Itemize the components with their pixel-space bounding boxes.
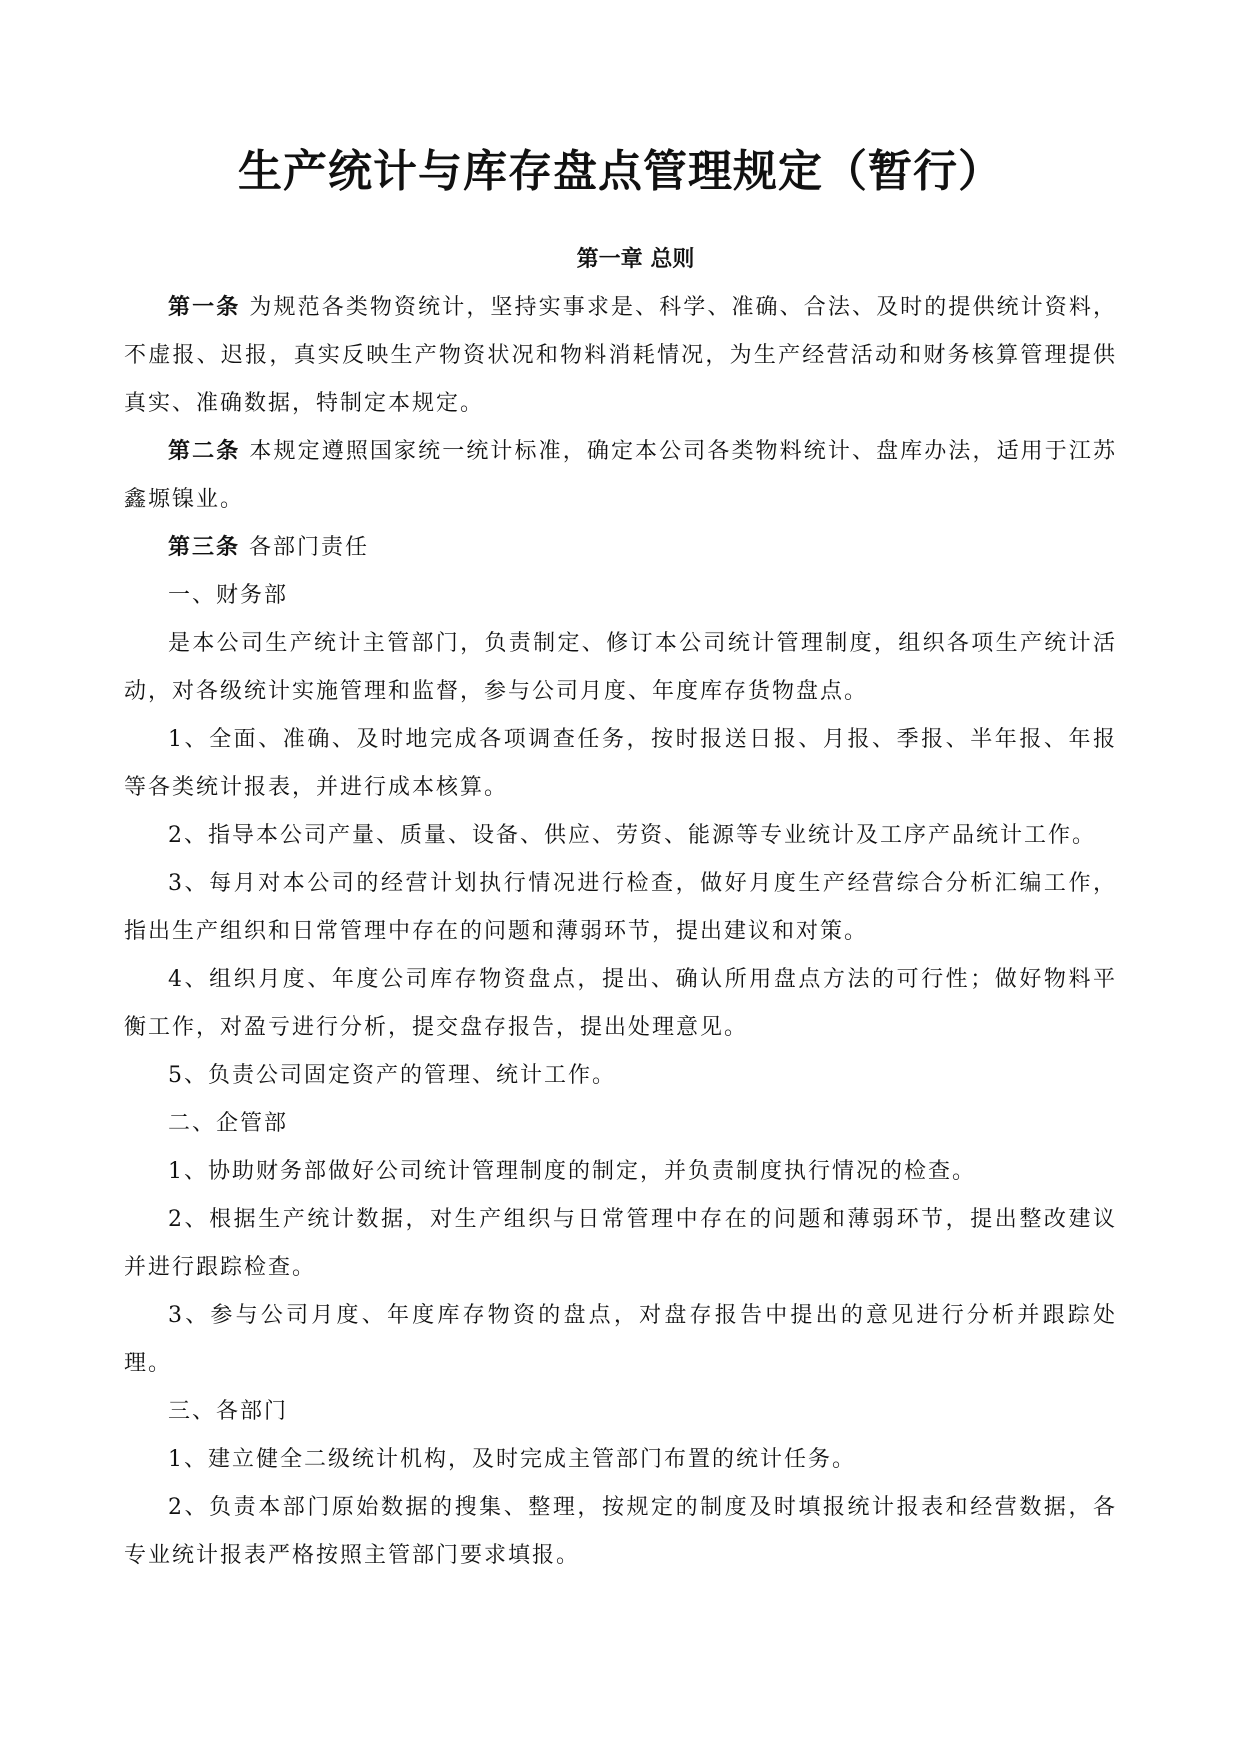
departments-item-2: 2、负责本部门原始数据的搜集、整理，按规定的制度及时填报统计报表和经营数据，各专业统计报表严格按照主管部门要求填报。 (124, 1495, 1117, 1568)
finance-item-4: 4、组织月度、年度公司库存物资盘点，提出、确认所用盘点方法的可行性；做好物料平衡工作，对盈亏进行分析，提交盘存报告，提出处理意见。 (124, 967, 1117, 1040)
section-departments-heading: 三、各部门 (168, 1399, 289, 1424)
article-1-text: 为规范各类物资统计，坚持实事求是、科学、准确、合法、及时的提供统计资料，不虚报、迟报，真实反映生产物资状况和物料消耗情况，为生产经营活动和财务核算管理提供真实、准确数据，特制定本规定。 (124, 295, 1117, 416)
finance-item-2: 2、指导本公司产量、质量、设备、供应、劳资、能源等专业统计及工序产品统计工作。 (168, 823, 1096, 848)
article-3 (124, 524, 1117, 572)
article-3-text: 各部门责任 (240, 535, 370, 560)
article-2-heading: 第二条 (168, 439, 241, 464)
section-enterprise-heading: 二、企管部 (168, 1111, 289, 1136)
enterprise-item-1: 1、协助财务部做好公司统计管理制度的制定，并负责制度执行情况的检查。 (168, 1159, 976, 1184)
finance-item-5: 5、负责公司固定资产的管理、统计工作。 (168, 1063, 616, 1088)
article-1 (124, 284, 1117, 428)
departments-item-1: 1、建立健全二级统计机构，及时完成主管部门布置的统计任务。 (168, 1447, 856, 1472)
section-finance-heading: 一、财务部 (168, 583, 289, 608)
chapter-heading: 第一章 总则 (576, 247, 695, 272)
enterprise-item-2: 2、根据生产统计数据，对生产组织与日常管理中存在的问题和薄弱环节，提出整改建议并进行跟踪检查。 (124, 1207, 1117, 1280)
document-body (124, 236, 1117, 1580)
article-2 (124, 428, 1117, 524)
article-1-heading: 第一条 (168, 295, 241, 320)
article-3-heading: 第三条 (168, 535, 241, 560)
document-title: 生产统计与库存盘点管理规定（暂行） (238, 146, 1003, 197)
finance-item-1: 1、全面、准确、及时地完成各项调查任务，按时报送日报、月报、季报、半年报、年报等各类统计报表，并进行成本核算。 (124, 727, 1117, 800)
enterprise-item-3: 3、参与公司月度、年度库存物资的盘点，对盘存报告中提出的意见进行分析并跟踪处理。 (124, 1303, 1117, 1376)
finance-intro: 是本公司生产统计主管部门，负责制定、修订本公司统计管理制度，组织各项生产统计活动，对各级统计实施管理和监督，参与公司月度、年度库存货物盘点。 (124, 631, 1117, 704)
finance-item-3: 3、每月对本公司的经营计划执行情况进行检查，做好月度生产经营综合分析汇编工作，指出生产组织和日常管理中存在的问题和薄弱环节，提出建议和对策。 (124, 871, 1117, 944)
article-2-text: 本规定遵照国家统一统计标准，确定本公司各类物料统计、盘库办法，适用于江苏鑫塬镍业。 (124, 439, 1117, 512)
